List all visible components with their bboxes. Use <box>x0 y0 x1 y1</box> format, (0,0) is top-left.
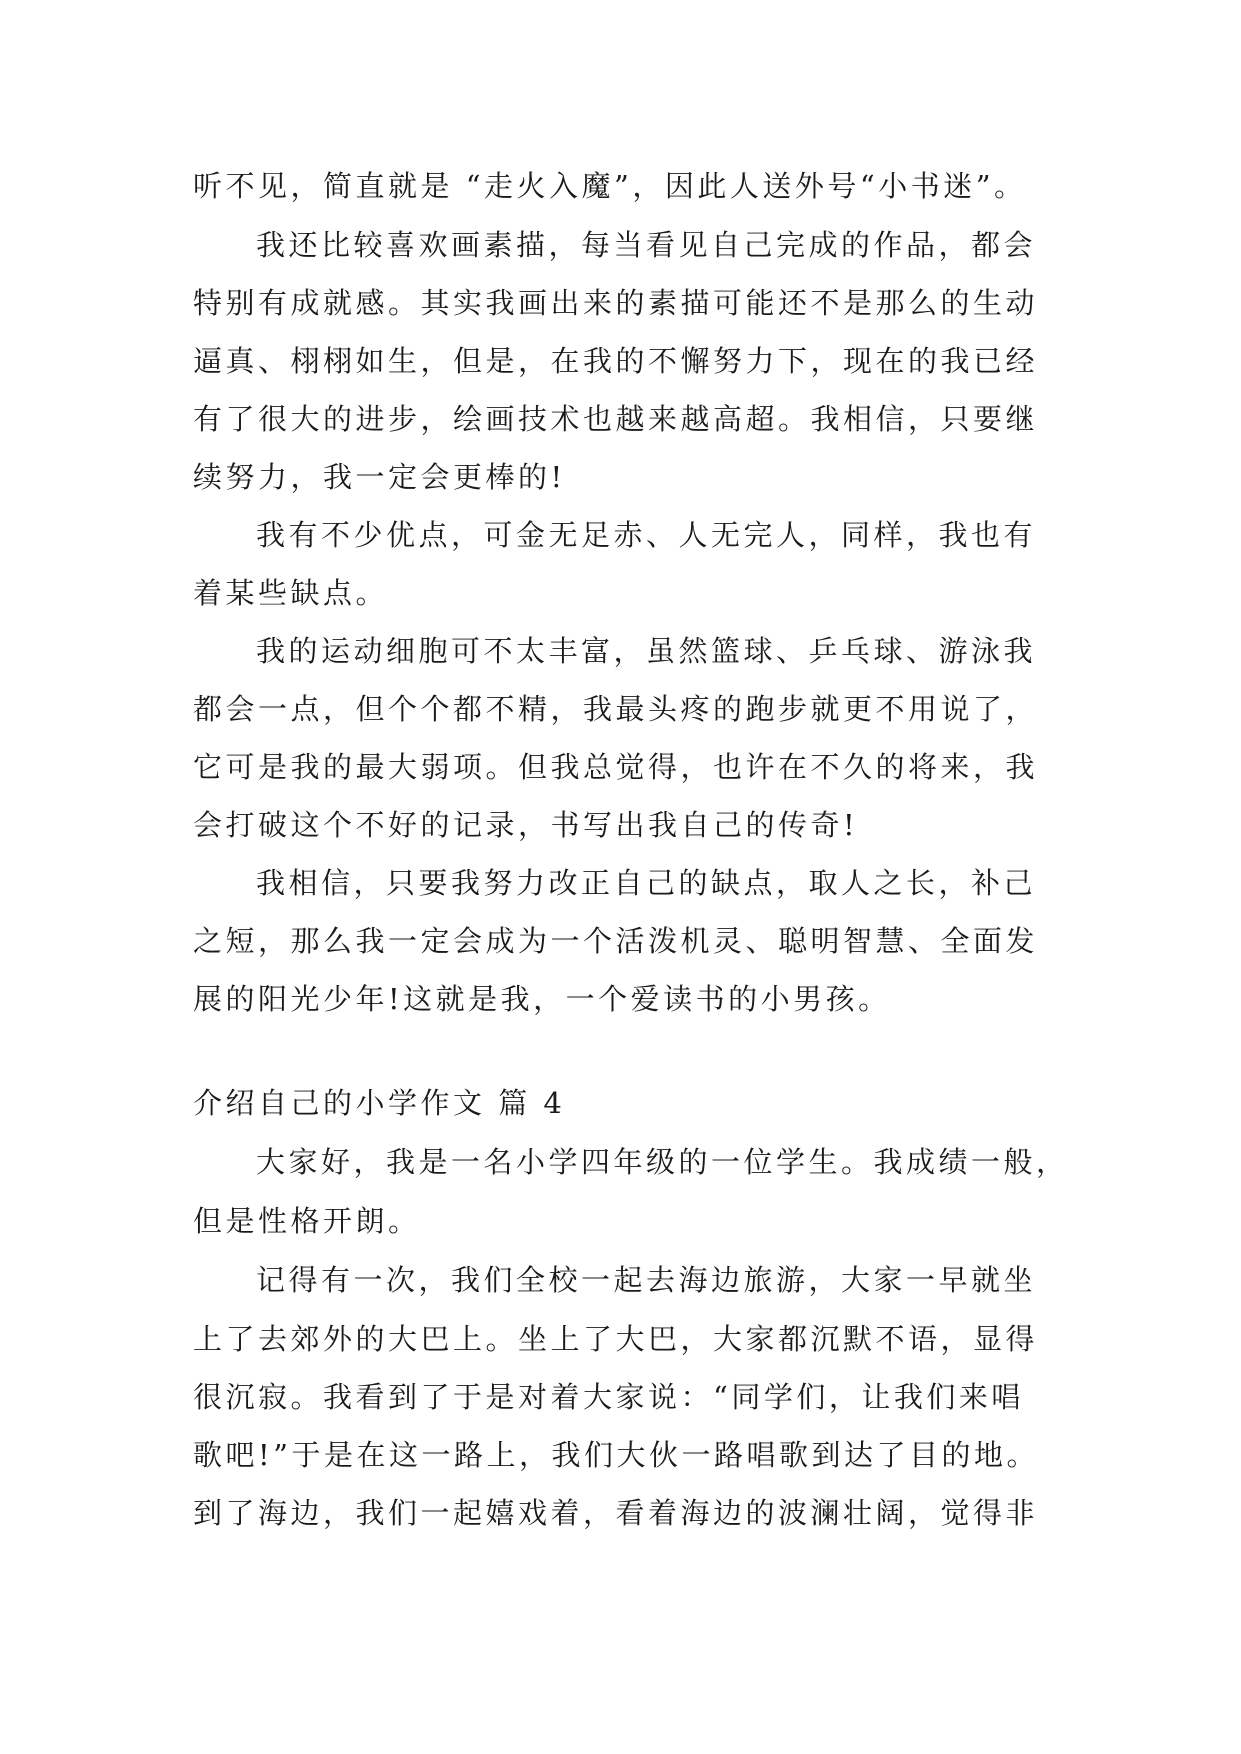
text-line: 会打破这个不好的记录，书写出我自己的传奇! <box>193 808 859 842</box>
paragraph-first-line: 我还比较喜欢画素描，每当看见自己完成的作品，都会 <box>256 228 1037 262</box>
text-line: 到了海边，我们一起嬉戏着，看着海边的波澜壮阔，觉得非 <box>193 1496 1039 1530</box>
text-line: 上了去郊外的大巴上。坐上了大巴，大家都沉默不语，显得 <box>193 1322 1039 1356</box>
section-heading: 介绍自己的小学作文 篇 4 <box>193 1086 566 1120</box>
paragraph-first-line: 我的运动细胞可不太丰富，虽然篮球、乒乓球、游泳我 <box>256 634 1037 668</box>
text-line: 着某些缺点。 <box>193 576 389 610</box>
text-line: 听不见，简直就是 “走火入魔”，因此人送外号“小书迷”。 <box>193 169 1027 203</box>
text-line: 歌吧!”于是在这一路上，我们大伙一路唱歌到达了目的地。 <box>193 1438 1039 1472</box>
text-line: 展的阳光少年!这就是我，一个爱读书的小男孩。 <box>193 982 891 1016</box>
text-line: 特别有成就感。其实我画出来的素描可能还不是那么的生动 <box>193 286 1039 320</box>
text-line: 都会一点，但个个都不精，我最头疼的跑步就更不用说了， <box>193 692 1039 726</box>
paragraph-first-line: 我有不少优点，可金无足赤、人无完人，同样，我也有 <box>256 518 1037 552</box>
paragraph-first-line: 大家好，我是一名小学四年级的一位学生。我成绩一般， <box>256 1145 1069 1179</box>
text-line: 之短，那么我一定会成为一个活泼机灵、聪明智慧、全面发 <box>193 924 1039 958</box>
paragraph-first-line: 我相信，只要我努力改正自己的缺点，取人之长，补己 <box>256 866 1037 900</box>
text-line: 但是性格开朗。 <box>193 1204 421 1238</box>
text-line: 续努力，我一定会更棒的! <box>193 460 566 494</box>
text-line: 有了很大的进步，绘画技术也越来越高超。我相信，只要继 <box>193 402 1039 436</box>
text-line: 它可是我的最大弱项。但我总觉得，也许在不久的将来，我 <box>193 750 1039 784</box>
text-line: 逼真、栩栩如生，但是，在我的不懈努力下，现在的我已经 <box>193 344 1039 378</box>
text-line: 很沉寂。我看到了于是对着大家说：“同学们，让我们来唱 <box>193 1380 1024 1414</box>
paragraph-first-line: 记得有一次，我们全校一起去海边旅游，大家一早就坐 <box>256 1263 1037 1297</box>
